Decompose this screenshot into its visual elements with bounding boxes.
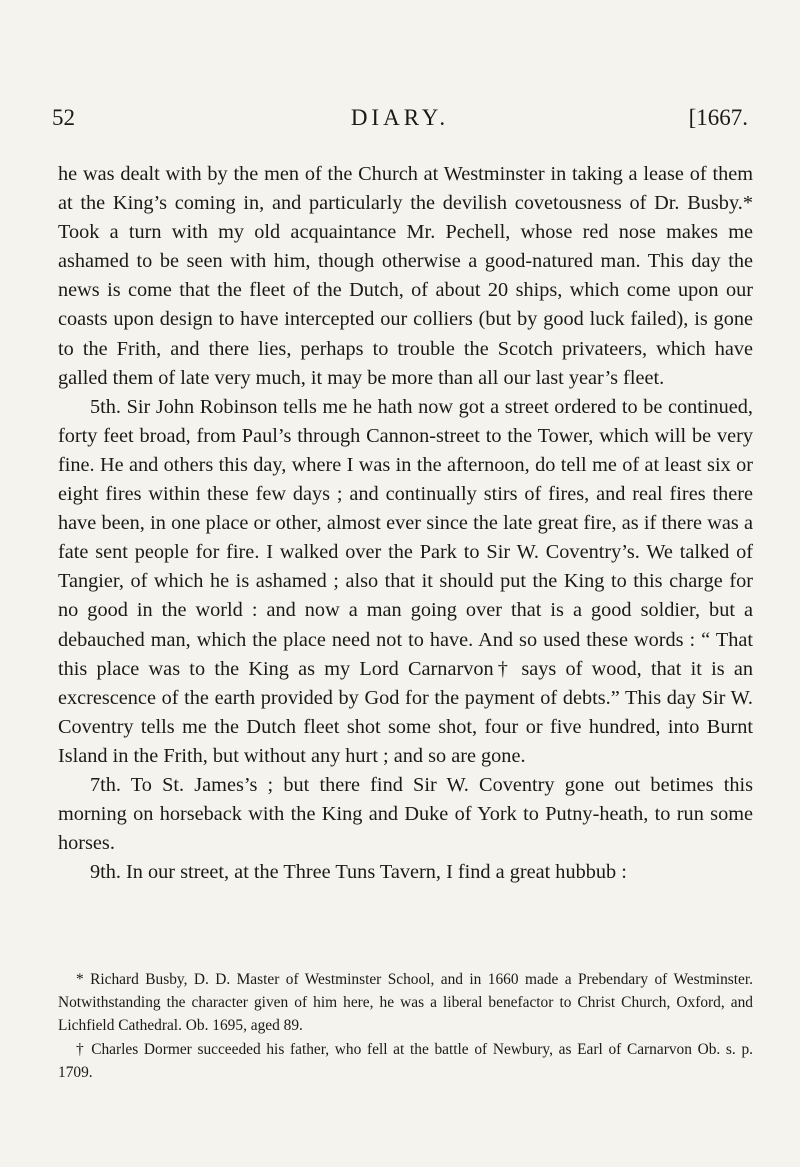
year-marker: [1667. bbox=[688, 105, 748, 130]
paragraph: he was dealt with by the men of the Church at Westminster in taking a lease of them at the King’s coming in, and particularly the devilish covetousness of Dr. Busby.* Took a turn with my old acquaintance Mr. Pechell, whose red nose makes me ashamed to be seen with him, though otherwise a good-natured man. This day the news is come that the fleet of the Dutch, of about 20 ships, which come upon our coasts upon design to have intercepted our colliers (but by good luck failed), is gone to the Frith, and there lies, perhaps to trouble the Scotch privateers, which have galled them of late very much, it may be more than all our last year’s fleet. bbox=[58, 163, 753, 389]
paragraph: 9th. In our street, at the Three Tuns Tavern, I find a great hubbub : bbox=[90, 861, 627, 884]
footnotes bbox=[58, 968, 753, 1084]
footnote-busby: * Richard Busby, D. D. Master of Westminster School, and in 1660 made a Prebendary of Westminster. Notwithstanding the character given of him here, he was a liberal benefactor to Christ Church, Oxford, and Lichfield Cathedral. Ob. 1695, aged 89. bbox=[58, 971, 753, 1035]
page-header bbox=[50, 105, 750, 139]
running-title: DIARY. bbox=[350, 105, 450, 130]
footnote-carnarvon: † Charles Dormer succeeded his father, who fell at the battle of Newbury, as Earl of Carnarvon Ob. s. p. 1709. bbox=[58, 1040, 753, 1081]
diary-body bbox=[58, 160, 753, 887]
paragraph: 5th. Sir John Robinson tells me he hath now got a street ordered to be continued, forty feet broad, from Paul’s through Cannon-street to the Tower, which will be very fine. He and others this day, where I was in the afternoon, do tell me of at least six or eight fires within these few days ; and continually stirs of fires, and real fires there have been, in one place or other, almost ever since the late great fire, as if there was a fate sent people for fire. I walked over the Park to Sir W. Coventry’s. We talked of Tangier, of which he is ashamed ; also that it should put the King to this charge for no good in the world : and now a man going over that is a good soldier, but a debauched man, which the place need not to have. And so used these words : “ That this place was to the King as my Lord Carnarvon† says of wood, that it is an excrescence of the earth provided by God for the payment of debts.” This day Sir W. Coventry tells me the Dutch fleet shot some shot, four or five hundred, into Burnt Island in the Frith, but without any hurt ; and so are gone. bbox=[58, 395, 753, 767]
page-number: 52 bbox=[52, 105, 75, 130]
paragraph: 7th. To St. James’s ; but there find Sir W. Coventry gone out betimes this morning on horseback with the King and Duke of York to Putny-heath, to run some horses. bbox=[58, 773, 753, 855]
